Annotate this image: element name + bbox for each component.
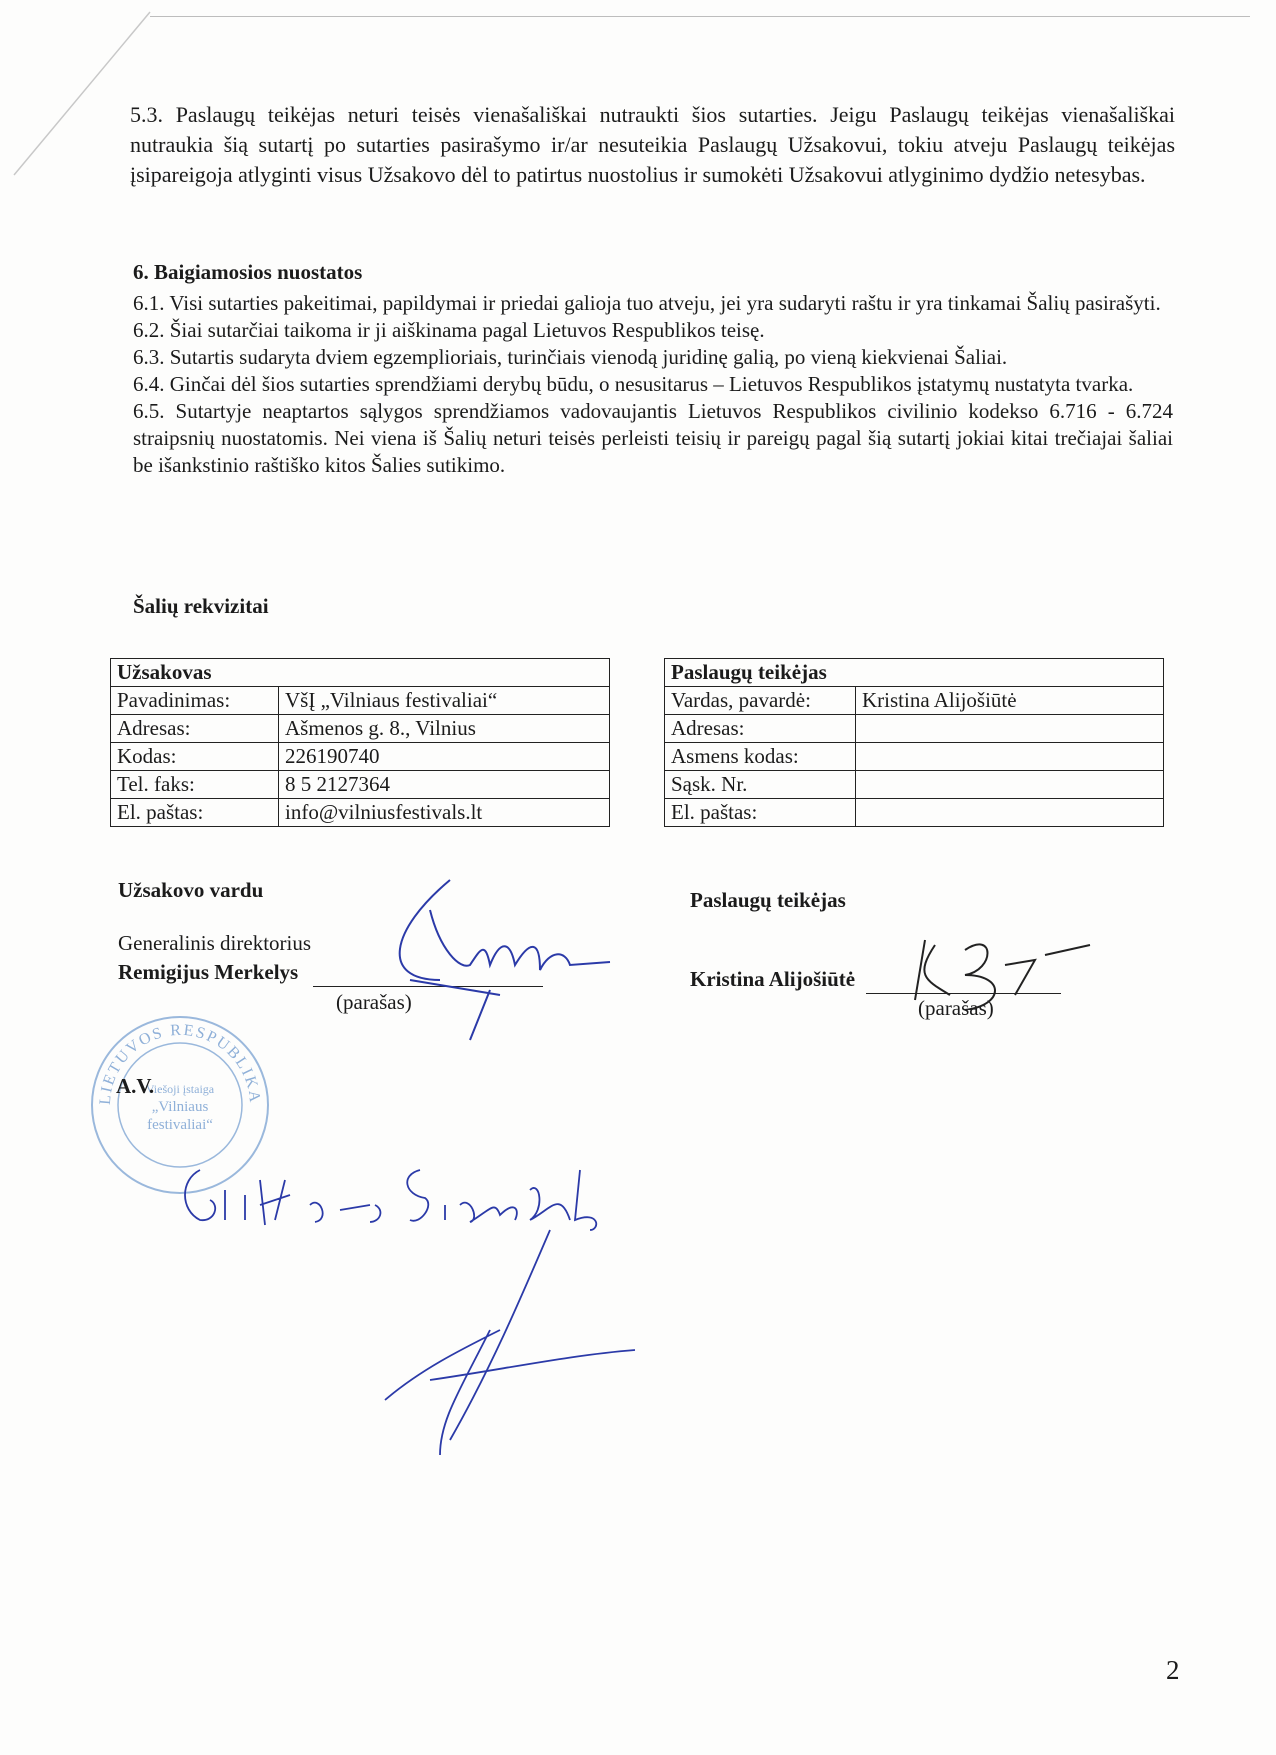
provider-table	[664, 658, 1164, 827]
table-row	[111, 659, 610, 687]
table-row	[665, 715, 1164, 743]
table-row	[111, 799, 610, 827]
provider-name: Kristina Alijošiūtė	[690, 967, 856, 991]
provider-value: Kristina Alijošiūtė	[856, 687, 1164, 715]
customer-value: 226190740	[279, 743, 610, 771]
table-row	[665, 799, 1164, 827]
provider-value	[856, 799, 1164, 827]
customer-sign-heading: Užsakovo vardu	[118, 878, 264, 902]
customer-title: Užsakovas	[111, 659, 610, 687]
director-role: Generalinis direktorius	[118, 931, 312, 955]
provider-sign-heading: Paslaugų teikėjas	[690, 888, 846, 912]
provider-label: El. paštas:	[665, 799, 856, 827]
provider-label: Asmens kodas:	[665, 743, 856, 771]
customer-value: Ašmenos g. 8., Vilnius	[279, 715, 610, 743]
table-row	[111, 743, 610, 771]
clause-6-2: 6.2. Šiai sutarčiai taikoma ir ji aiškinama pagal Lietuvos Respublikos teisę.	[133, 318, 765, 342]
customer-label: Kodas:	[111, 743, 279, 771]
table-row	[665, 687, 1164, 715]
provider-label: Adresas:	[665, 715, 856, 743]
section-6-clauses	[133, 290, 1173, 479]
clause-6-1: 6.1. Visi sutarties pakeitimai, papildymai ir priedai galioja tuo atveju, jei yra sudaryti raštu ir yra tinkamai Šalių pasirašyti.	[133, 291, 1161, 315]
table-row	[111, 715, 610, 743]
clause-5-3: 5.3. Paslaugų teikėjas neturi teisės vienašališkai nutraukti šios sutarties. Jeigu Paslaugų teikėjas vienašališkai nutraukia šią sutartį po sutarties pasirašymo ir/ar nesuteikia Paslaugų Užsakovui, tokiu atveju Paslaugų teikėjas įsipareigoja atlyginti visus Užsakovo dėl to patirtus nuostolius ir sumokėti Užsakovui atlyginimo dydžio netesybas.	[130, 102, 1175, 187]
clause-6-3: 6.3. Sutartis sudaryta dviem egzemplioriais, turinčiais vienodą juridinę galią, po vieną kiekvienai Šaliai.	[133, 345, 1008, 369]
provider-value	[856, 743, 1164, 771]
table-row	[665, 743, 1164, 771]
svg-text:Viešoji įstaiga: Viešoji įstaiga	[145, 1082, 215, 1096]
provider-value	[856, 771, 1164, 799]
requisites-heading: Šalių rekvizitai	[133, 594, 269, 618]
provider-value	[856, 715, 1164, 743]
section-6-heading: 6. Baigiamosios nuostatos	[133, 260, 363, 284]
customer-label: Tel. faks:	[111, 771, 279, 799]
svg-text:LIETUVOS RESPUBLIKA: LIETUVOS RESPUBLIKA	[96, 1021, 264, 1106]
customer-value: info@vilniusfestivals.lt	[279, 799, 610, 827]
table-row	[665, 659, 1164, 687]
provider-label: Sąsk. Nr.	[665, 771, 856, 799]
director-name: Remigijus Merkelys	[118, 960, 299, 984]
provider-signature	[905, 920, 1095, 1010]
witness-signature	[380, 1220, 640, 1460]
customer-label: El. paštas:	[111, 799, 279, 827]
scan-top-edge	[150, 16, 1250, 17]
provider-title: Paslaugų teikėjas	[665, 659, 1164, 687]
svg-text:festivaliai“: festivaliai“	[147, 1117, 213, 1133]
clause-6-4: 6.4. Ginčai dėl šios sutarties sprendžiami derybų būdu, o nesusitarus – Lietuvos Respublikos įstatymų nustatyta tvarka.	[133, 372, 1134, 396]
table-row	[111, 771, 610, 799]
customer-label: Adresas:	[111, 715, 279, 743]
customer-table	[110, 658, 610, 827]
table-row	[665, 771, 1164, 799]
customer-value: 8 5 2127364	[279, 771, 610, 799]
table-row	[111, 687, 610, 715]
page-number: 2	[1166, 1655, 1180, 1685]
signature-caption-right: (parašas)	[918, 996, 994, 1020]
stamp-label: A.V.	[116, 1074, 155, 1098]
svg-text:„Vilniaus: „Vilniaus	[151, 1099, 209, 1115]
customer-label: Pavadinimas:	[111, 687, 279, 715]
provider-label: Vardas, pavardė:	[665, 687, 856, 715]
director-signature	[370, 870, 620, 1050]
customer-value: VšĮ „Vilniaus festivaliai“	[279, 687, 610, 715]
signature-caption-left: (parašas)	[336, 990, 412, 1014]
clause-6-5: 6.5. Sutartyje neaptartos sąlygos sprendžiamos vadovaujantis Lietuvos Respublikos civilinio kodekso 6.716 - 6.724 straipsnių nuostatomis. Nei viena iš Šalių neturi teisės perleisti teisių ir pareigų pagal šią sutartį jokiai kitai trečiajai šaliai be išankstinio raštiško kitos Šalies sutikimo.	[133, 399, 1173, 477]
